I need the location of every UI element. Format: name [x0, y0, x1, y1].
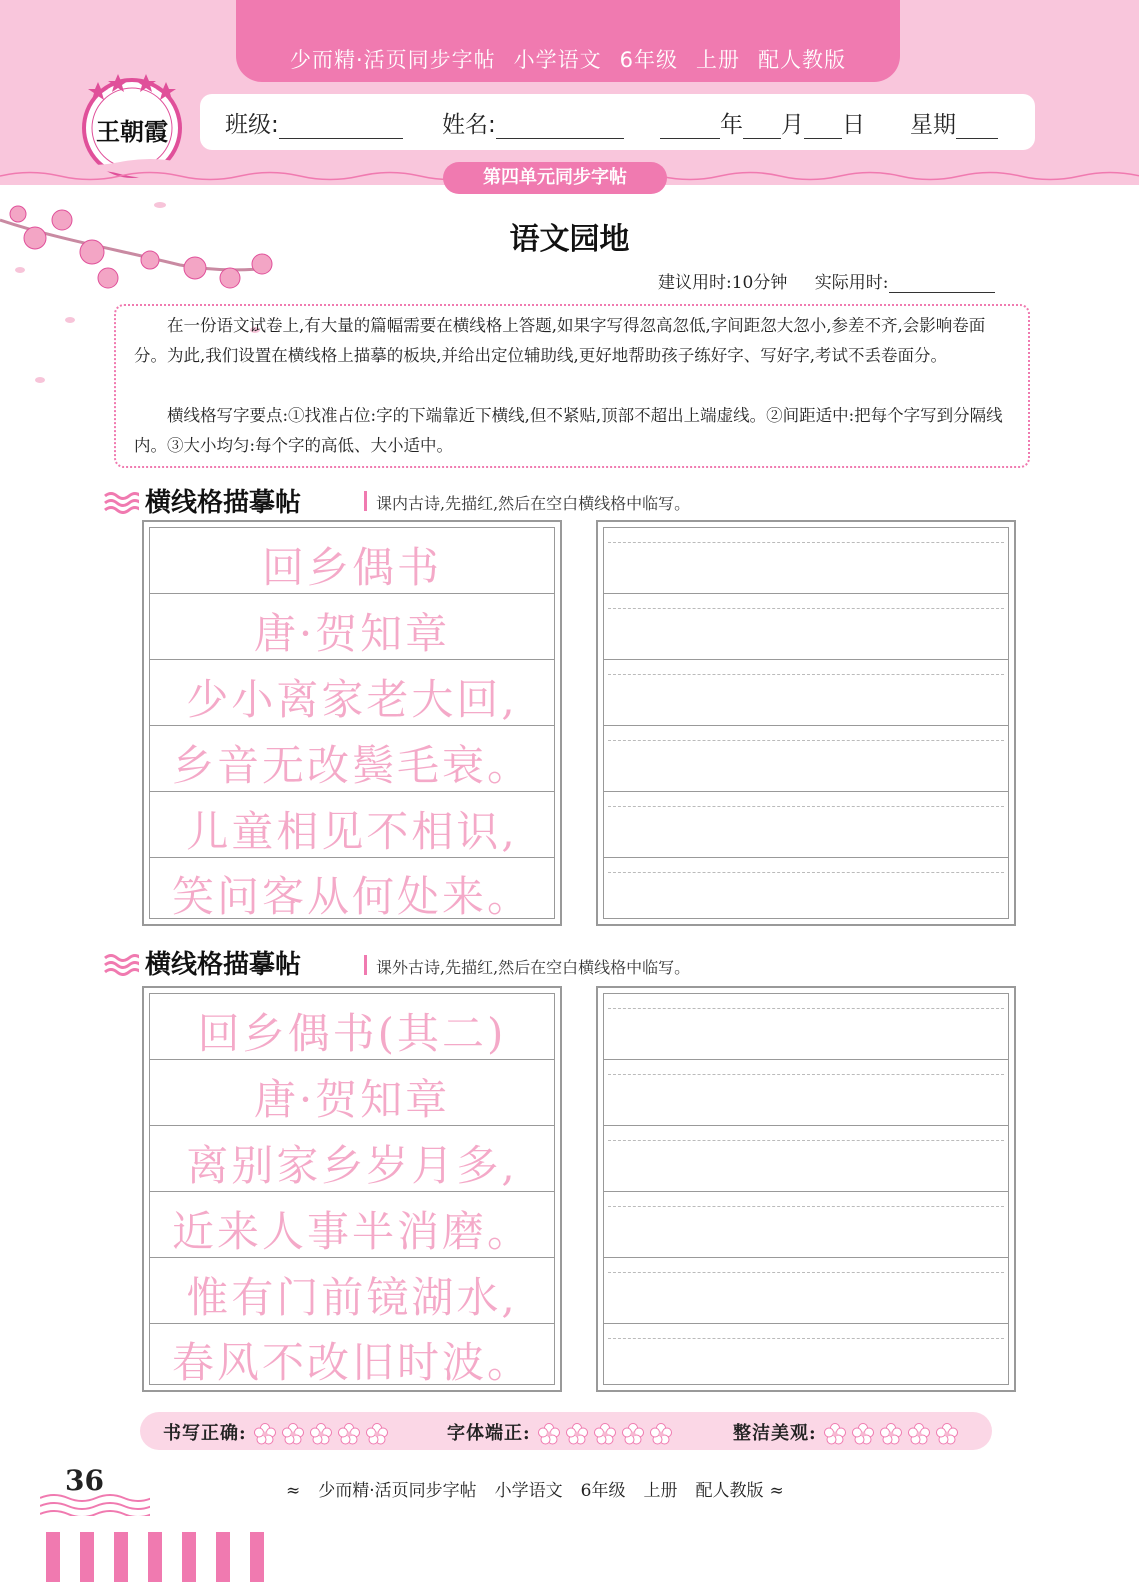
flower-icon[interactable]: [622, 1423, 644, 1445]
trace-line[interactable]: 少小离家老大回,: [150, 660, 554, 726]
actual-time-label: 实际用时:: [814, 273, 889, 293]
section2-note: 课外古诗,先描红,然后在空白横线格中临写。: [376, 958, 691, 977]
trace-line[interactable]: 回乡偶书: [150, 528, 554, 594]
name-field[interactable]: 姓名:: [442, 106, 624, 139]
flower-icon[interactable]: [566, 1423, 588, 1445]
flower-icon[interactable]: [824, 1423, 846, 1445]
actual-time-input[interactable]: [889, 274, 995, 293]
trace-line[interactable]: 唐·贺知章: [150, 1060, 554, 1126]
date-field[interactable]: 年 月 日: [660, 106, 865, 139]
flower-icon[interactable]: [852, 1423, 874, 1445]
trace-line[interactable]: 回乡偶书(其二): [150, 994, 554, 1060]
section2-heading: 横线格描摹帖: [145, 950, 302, 980]
wave-icon: [103, 490, 139, 514]
footer-wave-right-icon: ≈: [769, 1481, 784, 1501]
section1-blank-grid[interactable]: [596, 520, 1016, 926]
blank-line[interactable]: [604, 528, 1008, 594]
section1-note: 课内古诗,先描红,然后在空白横线格中临写。: [376, 494, 691, 513]
unit-label: 第四单元同步字帖: [443, 162, 667, 194]
intro-paragraph-1: 在一份语文试卷上,有大量的篇幅需要在横线格上答题,如果字写得忽高忽低,字间距忽大忽小,参差不齐,会影响卷面分。为此,我们设置在横线格上描摹的板块,并给出定位辅助线,更好地帮助孩子练好字、写好字,考试不丢卷面分。: [134, 316, 986, 365]
section1-divider: [364, 491, 367, 511]
trace-line[interactable]: 近来人事半消磨。: [150, 1192, 554, 1258]
logo-text: 王朝霞: [96, 117, 168, 146]
series-title: 少而精·活页同步字帖 小学语文 6年级 上册 配人教版: [289, 48, 847, 72]
blank-line[interactable]: [604, 1126, 1008, 1192]
blank-line[interactable]: [604, 994, 1008, 1060]
flower-icon[interactable]: [880, 1423, 902, 1445]
class-field[interactable]: 班级:: [225, 106, 403, 139]
blank-line[interactable]: [604, 1192, 1008, 1258]
blank-line[interactable]: [604, 792, 1008, 858]
intro-paragraph-2: 横线格写字要点:①找准占位:字的下端靠近下横线,但不紧贴,顶部不超出上端虚线。②间距适中:把每个字写到分隔线内。③大小均匀:每个字的高低、大小适中。: [134, 406, 1003, 455]
flower-icon[interactable]: [936, 1423, 958, 1445]
trace-line[interactable]: 乡音无改鬓毛衰。: [150, 726, 554, 792]
wave-icon: [103, 952, 139, 976]
flower-icon[interactable]: [538, 1423, 560, 1445]
blank-line[interactable]: [604, 858, 1008, 922]
flower-icon[interactable]: [366, 1423, 388, 1445]
rating-flowers-neat[interactable]: [824, 1423, 964, 1444]
footer-wave-left-icon: ≈: [286, 1481, 301, 1501]
trace-line[interactable]: 春风不改旧时波。: [171, 1338, 532, 1387]
flower-icon[interactable]: [254, 1423, 276, 1445]
blank-line[interactable]: [604, 1324, 1008, 1388]
blank-line[interactable]: [604, 594, 1008, 660]
time-line: [658, 268, 995, 293]
blank-line[interactable]: [604, 660, 1008, 726]
suggested-time: 建议用时:10分钟: [658, 273, 788, 293]
footer-wave-icon: [40, 1492, 150, 1516]
weekday-field[interactable]: 星期: [910, 106, 998, 139]
score-correct: 书写正确:: [163, 1419, 394, 1445]
rating-flowers-correct[interactable]: [254, 1423, 394, 1444]
section2-trace-grid: [142, 986, 562, 1392]
score-upright: 字体端正:: [447, 1419, 678, 1445]
score-neat: 整洁美观:: [733, 1419, 964, 1445]
flower-icon[interactable]: [594, 1423, 616, 1445]
section1-heading: 横线格描摹帖: [145, 488, 302, 518]
section1-trace-grid: [142, 520, 562, 926]
blank-line[interactable]: [604, 1258, 1008, 1324]
flower-icon[interactable]: [338, 1423, 360, 1445]
footer-series: ≈ 少而精·活页同步字帖 小学语文 6年级 上册 配人教版 ≈: [286, 1481, 784, 1501]
trace-line[interactable]: 笑问客从何处来。: [171, 872, 532, 921]
page-title: 语文园地: [509, 222, 630, 257]
blank-line[interactable]: [604, 726, 1008, 792]
trace-line[interactable]: 惟有门前镜湖水,: [150, 1258, 554, 1324]
section2-divider: [364, 955, 367, 975]
flower-icon[interactable]: [310, 1423, 332, 1445]
trace-line[interactable]: 儿童相见不相识,: [150, 792, 554, 858]
rating-flowers-upright[interactable]: [538, 1423, 678, 1444]
blank-line[interactable]: [604, 1060, 1008, 1126]
trace-line[interactable]: 唐·贺知章: [150, 594, 554, 660]
page-number: 36: [65, 1464, 104, 1497]
flower-icon[interactable]: [908, 1423, 930, 1445]
footer-stripes: [40, 1532, 280, 1582]
section2-blank-grid[interactable]: [596, 986, 1016, 1392]
flower-icon[interactable]: [650, 1423, 672, 1445]
trace-line[interactable]: 离别家乡岁月多,: [150, 1126, 554, 1192]
flower-icon[interactable]: [282, 1423, 304, 1445]
